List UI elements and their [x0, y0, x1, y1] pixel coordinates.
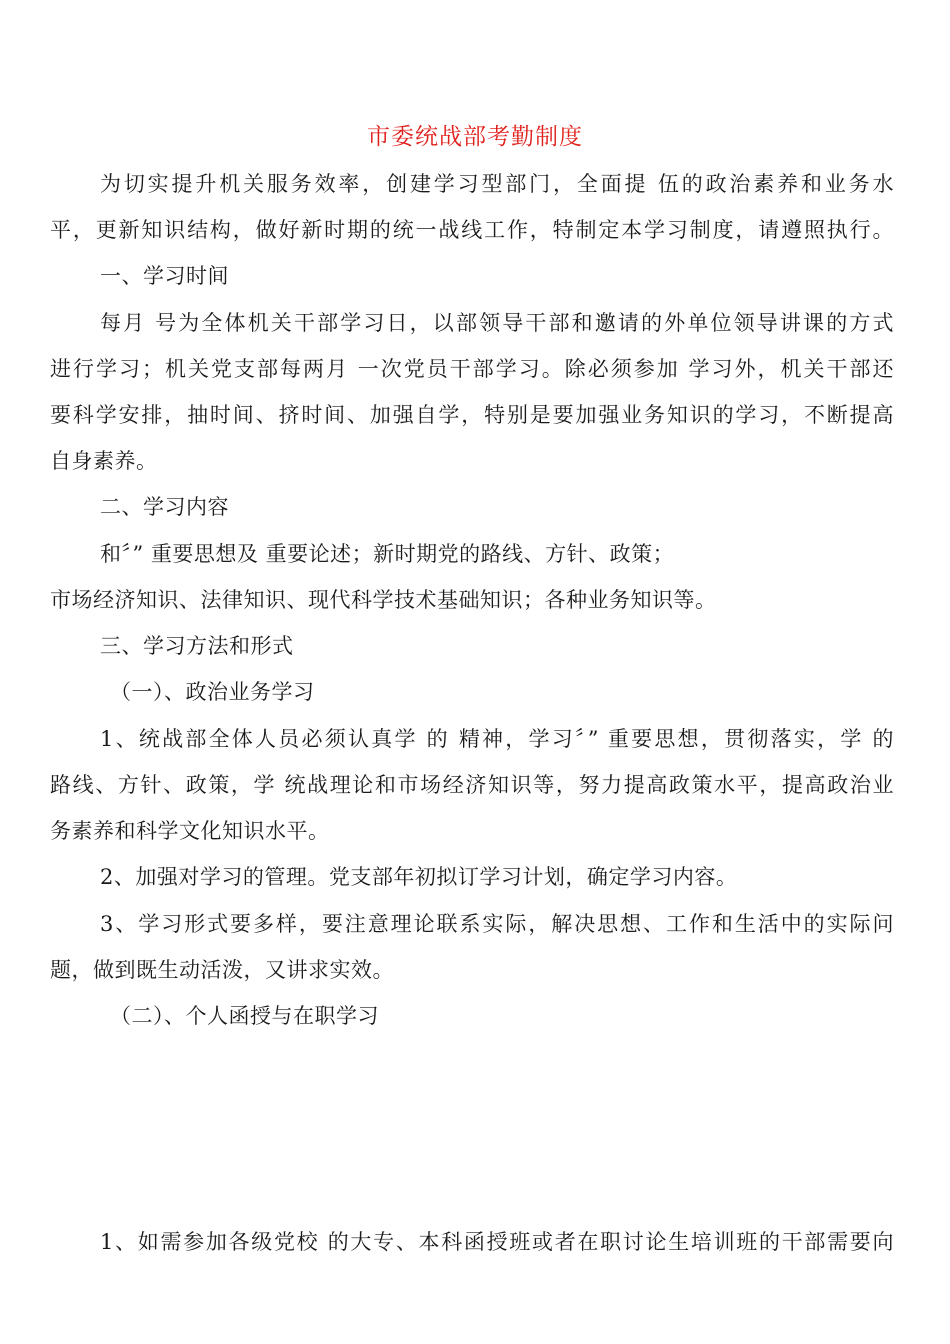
- paragraph-line: 3、学习形式要多样，要注意理论联系实际，解决思想、工作和生活中的实际问: [100, 912, 894, 936]
- paragraph-line: 路线、方针、政策，学 统战理论和市场经济知识等，努力提高政策水平，提高政治业: [50, 773, 894, 797]
- paragraph-line: 1、如需参加各级党校 的大专、本科函授班或者在职讨论生培训班的干部需要向: [100, 1230, 894, 1254]
- paragraph-line: 自身素养。: [50, 449, 158, 473]
- document-title: 市委统战部考勤制度: [367, 124, 583, 150]
- subsection-heading: （二）、个人函授与在职学习: [110, 1004, 379, 1028]
- paragraph-line: 为切实提升机关服务效率，创建学习型部门，全面提 伍的政治素养和业务水: [100, 172, 894, 196]
- paragraph-line: 务素养和科学文化知识水平。: [50, 819, 330, 843]
- paragraph-line: 每月 号为全体机关干部学习日，以部领导干部和邀请的外单位领导讲课的方式: [100, 311, 894, 335]
- paragraph-line: 和〞” 重要思想及 重要论述；新时期党的路线、方针、政策；: [100, 542, 675, 566]
- paragraph-line: 2、加强对学习的管理。党支部年初拟订学习计划，确定学习内容。: [100, 865, 738, 889]
- paragraph-line: 要科学安排，抽时间、挤时间、加强自学，特别是要加强业务知识的学习，不断提高: [50, 403, 894, 427]
- paragraph-line: 题，做到既生动活泼，又讲求实效。: [50, 958, 394, 982]
- paragraph-line: 市场经济知识、法律知识、现代科学技术基础知识；各种业务知识等。: [50, 588, 717, 612]
- section-heading: 一、学习时间: [100, 264, 229, 288]
- paragraph-line: 进行学习；机关党支部每两月 一次党员干部学习。除必须参加 学习外，机关干部还: [50, 357, 894, 381]
- section-heading: 二、学习内容: [100, 495, 229, 519]
- paragraph-line: 平，更新知识结构，做好新时期的统一战线工作，特制定本学习制度，请遵照执行。: [50, 218, 894, 242]
- subsection-heading: （一）、政治业务学习: [110, 680, 315, 704]
- section-heading: 三、学习方法和形式: [100, 634, 294, 658]
- paragraph-line: 1、统战部全体人员必须认真学 的 精神，学习〞” 重要思想，贯彻落实，学 的: [100, 727, 894, 751]
